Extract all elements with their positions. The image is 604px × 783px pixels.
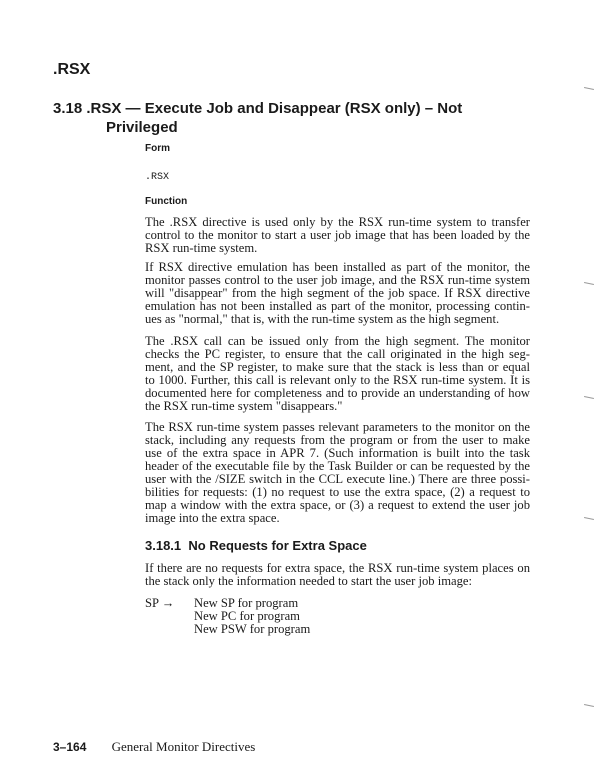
- stack-item: New PSW for program: [194, 622, 311, 636]
- text-line: The .RSX call can be issued only from the high segment. The monitor: [145, 334, 530, 348]
- text-line: RSX run-time system.: [145, 241, 258, 255]
- text-line: map a window with the extra space, or (3) a request to extend the user job: [145, 498, 530, 512]
- text-line: checks the PC register, to ensure that the call originated in the high seg-: [145, 347, 530, 361]
- form-label: Form: [145, 143, 170, 154]
- subsection-heading: [145, 538, 367, 554]
- text-line: The .RSX directive is used only by the RSX run-time system to transfer: [145, 215, 530, 229]
- page-footer: [53, 739, 255, 755]
- section-title: .RSX — Execute Job and Disappear (RSX only) – Not: [86, 100, 463, 117]
- running-header: .RSX: [53, 61, 91, 78]
- text-line: user with the /SIZE switch in the CCL execute line.) There are three possi-: [145, 472, 530, 486]
- text-line: stack, including any requests from the program or from the user to make: [145, 433, 530, 447]
- margin-mark: [584, 396, 594, 399]
- arrow-right-icon: →: [161, 596, 175, 610]
- stack-diagram: [145, 596, 311, 636]
- text-line: image into the extra space.: [145, 511, 280, 525]
- body-paragraph: [145, 216, 530, 255]
- text-line: the stack only the information needed to start the user job image:: [145, 574, 472, 588]
- subsection-number: 3.18.1: [145, 538, 182, 553]
- stack-pointer-label: SP: [145, 596, 159, 610]
- body-paragraph: [145, 261, 530, 326]
- text-line: The RSX run-time system passes relevant parameters to the monitor on the: [145, 420, 530, 434]
- text-line: to 1000. Further, this call is relevant only to the RSX run-time system. It is: [145, 373, 530, 387]
- function-label: Function: [145, 196, 188, 207]
- text-line: bilities for requests: (1) no request to use the extra space, (2) a request to: [145, 485, 530, 499]
- text-line: emulation has not been installed as part of the monitor, processing contin-: [145, 299, 530, 313]
- body-paragraph: [145, 421, 530, 525]
- text-line: the RSX run-time system "disappears.": [145, 399, 343, 413]
- text-line: control to the monitor to start a user job image that has been loaded by the: [145, 228, 530, 242]
- text-line: If there are no requests for extra space, the RSX run-time system places on: [145, 561, 530, 575]
- sub-paragraph: [145, 562, 530, 588]
- stack-item: New PC for program: [194, 609, 300, 623]
- text-line: header of the executable file by the Task Builder or can be requested by the: [145, 459, 530, 473]
- text-line: documented here for completeness and to provide an understanding of how: [145, 386, 530, 400]
- body-paragraph: [145, 335, 530, 413]
- text-line: If RSX directive emulation has been installed as part of the monitor, the: [145, 260, 530, 274]
- section-number: 3.18: [53, 100, 83, 117]
- section-heading: [53, 99, 462, 137]
- form-code: .RSX: [145, 172, 170, 183]
- stack-item: New SP for program: [194, 596, 299, 610]
- page-number: 3–164: [53, 740, 87, 754]
- subsection-title: No Requests for Extra Space: [188, 538, 367, 553]
- text-line: use of the extra space in APR 7. (Such information is built into the task: [145, 446, 530, 460]
- text-line: monitor passes control to the user job image, and the RSX run-time system: [145, 273, 530, 287]
- footer-title: General Monitor Directives: [111, 739, 256, 754]
- margin-mark: [584, 704, 594, 707]
- margin-mark: [584, 517, 594, 520]
- text-line: ment, and the SP register, to make sure that the stack is less than or equal: [145, 360, 530, 374]
- margin-mark: [584, 282, 594, 285]
- text-line: will "disappear" from the high segment of the job space. If RSX directive: [145, 286, 530, 300]
- margin-mark: [584, 87, 594, 90]
- text-line: ues as "normal," that is, with the run-time system as the high segment.: [145, 312, 500, 326]
- section-title-cont: Privileged: [106, 119, 178, 136]
